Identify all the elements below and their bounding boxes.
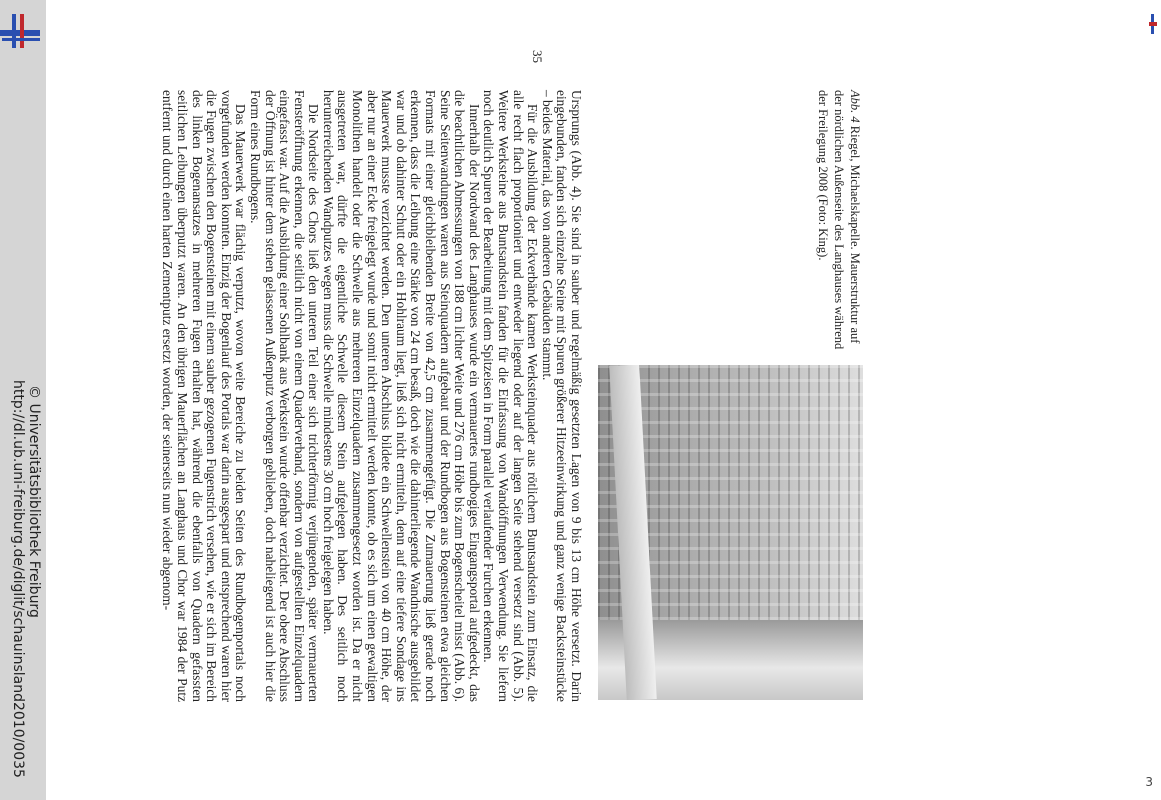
paragraph: Die Nordseite des Chors ließ den unteren Teil einer sich trichterförmig verjüngenden, später vermauerten Fensteröffnung erkennen, die seitlich nicht von einem Quaderverband, sondern von aufgestellten Einzelquadern eingefasst war. Auf die Ausbildung einer Sohlbank aus Werkstein wurde offenbar verzichtet. Der obere Abschluss der Öffnung ist hinter dem stehen gelassenen Außenputz verborgen geblieben, doch naheliegend ist auch hier die Form eines Rundbogens. [247, 90, 322, 702]
page-number: 35 [530, 50, 545, 63]
caption-label: Abb. 4 [848, 90, 862, 123]
viewer-sidebar [0, 0, 46, 800]
copyright-notice: © Universitätsbibliothek Freiburg [26, 385, 42, 618]
paragraph: Innerhalb der Nordwand des Langhauses wurde ein vermauertes rundbogiges Eingangsportal aufgedeckt, das die beachtlichen Abmessungen von 188 cm lichter Weite und 276 cm Höhe bis zum Bogenscheitel misst (Abb. 6). Seine Seitenwandungen waren aus Steinquadern aufgebaut und der Rundbogen aus Bogensteinen etwa gleichen Formats mit einer gleichbleibenden Breite von 42,5 cm zusammengefügt. Die Zumauerung ließ gerade noch erkennen, dass die Leibung eine Stärke von 24 cm besaß, doch wie die dahinterliegende Wandnische ausgebildet war und ob dahinter Schutt oder ein Hohlraum liegt, ließ sich nicht ermitteln, denn auf eine tiefere Sondage ins Mauerwerk musste verzichtet werden. Den unteren Abschluss bildete ein Schwellenstein von 40 cm Höhe, der aber nur an einer Ecke freigelegt wurde und somit nicht ermittelt werden konnte, ob es sich um einen gewaltigen Monolithen handelt oder die Schwelle aus mehreren Einzelquadern zusammengesetzt worden ist. Da er nicht ausgetreten war, dürfte die eigentliche Schwelle diesem Stein aufgelegen haben. Des seitlich noch herunterreichenden Wandputzes wegen muss die Schwelle mindestens 30 cm hoch freigelegen haben. [320, 90, 482, 702]
body-text [160, 90, 865, 702]
page-marker-icon [1149, 14, 1157, 34]
paragraph: Für die Ausbildung der Eckverbände kamen Werksteinquader aus rötlichem Buntsandstein zum Einsatz, die alle recht flach proportioniert und entweder liegend oder auf der langen Seite stehend versetzt sind (Abb. 5). Weitere Werksteine aus Buntsandstein fanden für die Einfassung von Wandöffnungen Verwendung. Sie liefern noch deutlich Spuren der Bearbeitung mit dem Spitzeisen in Form parallel verlaufender Furchen erkennen. [481, 90, 541, 702]
library-logo-icon [0, 0, 46, 48]
permalink-url[interactable]: http://dl.ub.uni-freiburg.de/diglit/schauinsland2010/0035 [10, 380, 26, 778]
paragraph: Das Mauerwerk war flächig verputzt, wovon weite Bereiche zu beiden Seiten des Rundbogenportals noch vorgefunden werden konnten. Einzig der Bogenlauf des Portals war darin ausgespart und entsprechend waren hier die Fugen zwischen den Bogensteinen mit einem sauber gezogenen Fugenstrich versehen, wie er sich im Bereich des linken Bogenansatzes in mehreren Fugen erhalten hat, während die ebenfalls von Quadern gefassten seitlichen Leibungen überputzt waren. An den übrigen Mauerflächen an Langhaus und Chor war 1984 der Putz entfernt und durch einen harten Zementputz ersetzt worden, der seinerseits nun wieder abgenom- [160, 90, 249, 702]
edge-mark: 3 [1145, 775, 1153, 789]
paragraph: Ursprungs (Abb. 4). Sie sind in sauber und regelmäßig gesetzten Lagen von 9 bis 13 cm Höhe versetzt. Darin eingebunden, fanden sich einzelne Steine mit Spuren größerer Hitzeeinwirkung und ganz wenige Backsteinstücke – beides Material, das von anderen Gebäuden stammt. [539, 90, 584, 702]
caption-text: Riegel, Michaelskapelle. Mauerstruktur auf der nördlichen Außenseite des Langhauses während der Freilegung 2008 (Foto: King). [816, 90, 862, 350]
